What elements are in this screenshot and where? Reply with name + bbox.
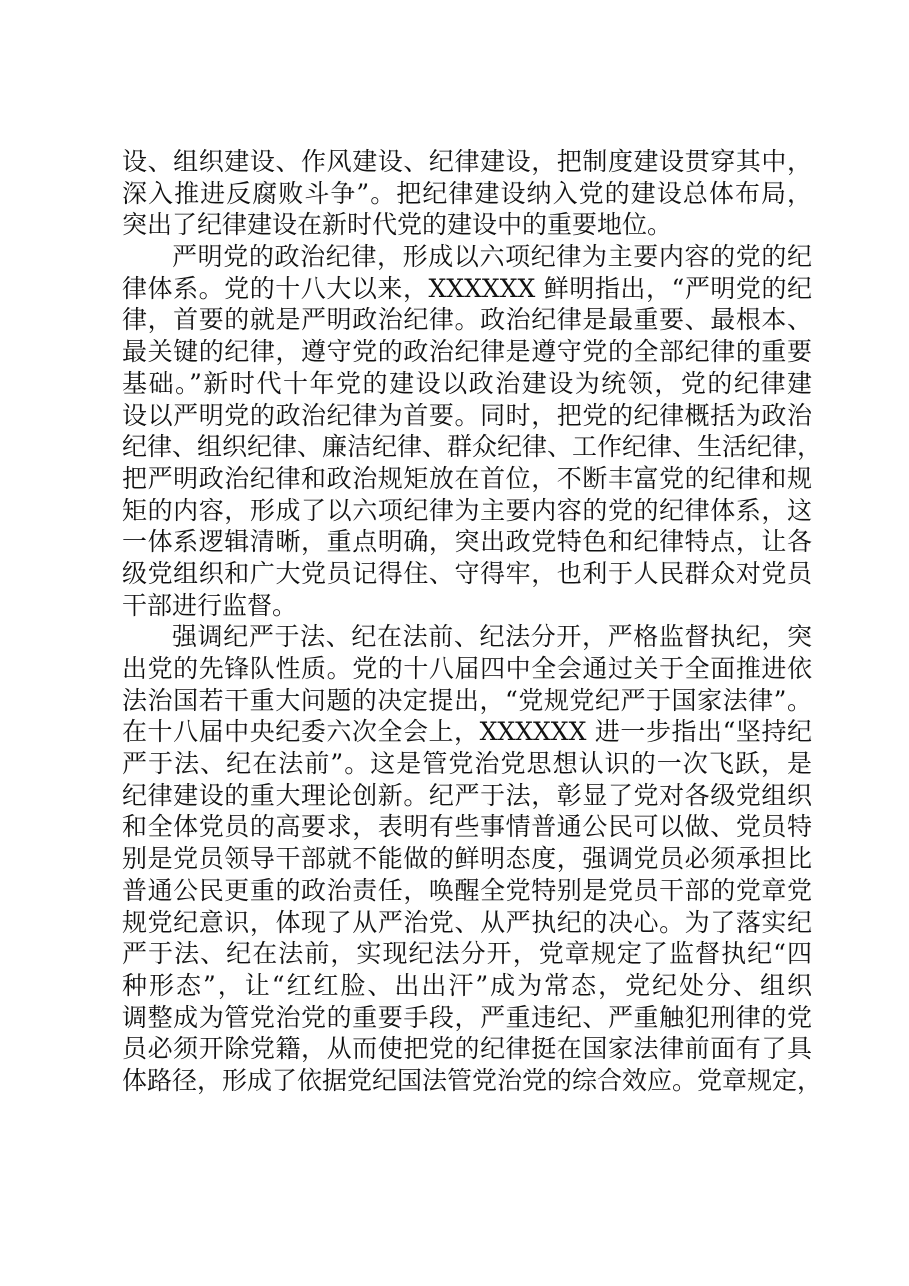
text-line: 强调纪严于法、纪在法前、纪法分开，严格监督执纪，突 — [172, 622, 812, 652]
text-line: 设、组织建设、作风建设、纪律建设，把制度建设贯穿其中， — [122, 147, 812, 176]
text-line: 严于法、纪在法前”。这是管党治党思想认识的一次飞跃，是 — [122, 749, 812, 779]
text-line: 普通公民更重的政治责任，唤醒全党特别是党员干部的党章党 — [122, 875, 812, 905]
text-line: 规党纪意识，体现了从严治党、从严执纪的决心。为了落实纪 — [122, 907, 812, 937]
text-line: 在十八届中央纪委六次全会上，XXXXXX 进一步指出“坚持纪 — [122, 717, 812, 747]
paragraph-3 — [122, 621, 823, 1096]
text-line: 纪律建设的重大理论创新。纪严于法，彰显了党对各级党组织 — [122, 780, 812, 810]
text-line: 种形态”，让“红红脸、出出汗”成为常态，党纪处分、组织 — [122, 970, 812, 1000]
text-line: 体路径，形成了依据党纪国法管党治党的综合效应。党章规定， — [122, 1065, 823, 1095]
text-line: 严明党的政治纪律，形成以六项纪律为主要内容的党的纪 — [172, 242, 812, 272]
text-line: 设以严明党的政治纪律为首要。同时，把党的纪律概括为政治 — [122, 400, 812, 430]
paragraph-1 — [122, 146, 812, 241]
text-line: 严于法、纪在法前，实现纪法分开，党章规定了监督执纪“四 — [122, 939, 812, 969]
text-line: 调整成为管党治党的重要手段，严重违纪、严重触犯刑律的党 — [122, 1002, 812, 1032]
text-line: 纪律、组织纪律、廉洁纪律、群众纪律、工作纪律、生活纪律， — [122, 432, 823, 462]
text-line: 突出了纪律建设在新时代党的建设中的重要地位。 — [122, 210, 673, 240]
text-line: 一体系逻辑清晰，重点明确，突出政党特色和纪律特点，让各 — [122, 527, 812, 557]
text-line: 深入推进反腐败斗争”。把纪律建设纳入党的建设总体布局， — [122, 178, 812, 208]
text-line: 最关键的纪律，遵守党的政治纪律是遵守党的全部纪律的重要 — [122, 337, 812, 367]
text-line: 别是党员领导干部就不能做的鲜明态度，强调党员必须承担比 — [122, 844, 812, 874]
paragraph-2 — [122, 241, 823, 621]
text-line: 矩的内容，形成了以六项纪律为主要内容的党的纪律体系，这 — [122, 495, 812, 525]
text-line: 律，首要的就是严明政治纪律。政治纪律是最重要、最根本、 — [122, 305, 812, 335]
text-line: 出党的先锋队性质。党的十八届四中全会通过关于全面推进依 — [122, 654, 812, 683]
text-line: 干部进行监督。 — [122, 590, 298, 620]
document-body — [122, 146, 823, 1097]
text-line: 基础。”新时代十年党的建设以政治建设为统领，党的纪律建 — [122, 368, 812, 398]
text-line: 法治国若干重大问题的决定提出，“党规党纪严于国家法律”。 — [122, 685, 812, 715]
text-line: 和全体党员的高要求，表明有些事情普通公民可以做、党员特 — [122, 812, 812, 842]
text-line: 把严明政治纪律和政治规矩放在首位，不断丰富党的纪律和规 — [122, 463, 812, 493]
text-line: 律体系。党的十八大以来，XXXXXX 鲜明指出，“严明党的纪 — [122, 273, 812, 303]
text-line: 级党组织和广大党员记得住、守得牢，也利于人民群众对党员 — [122, 558, 812, 588]
text-line: 员必须开除党籍，从而使把党的纪律挺在国家法律前面有了具 — [122, 1034, 812, 1064]
